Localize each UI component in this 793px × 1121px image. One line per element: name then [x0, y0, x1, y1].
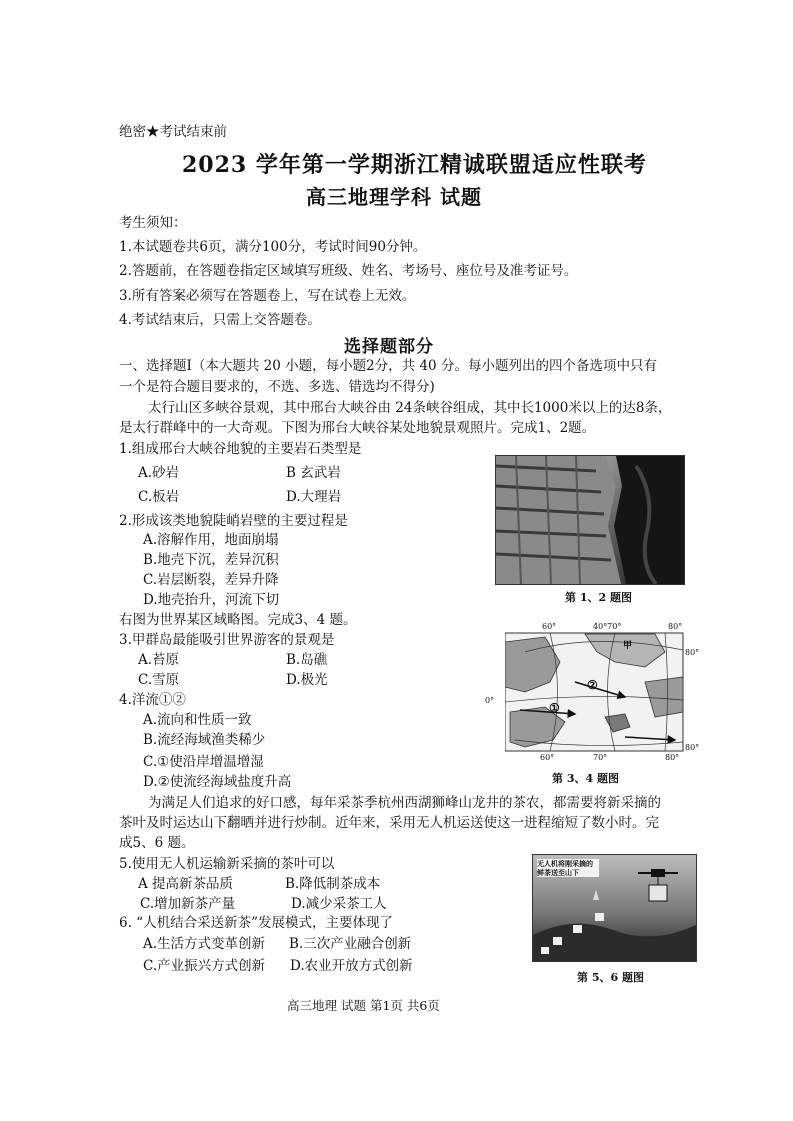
map-lon-label: 60°: [542, 622, 557, 631]
passage-line: 右图为世界某区域略图。完成3、4 题。: [119, 612, 357, 628]
figure-caption: 第 3、4 题图: [552, 772, 619, 785]
map-lon-label: 70°: [593, 753, 608, 762]
passage-line: 是太行群峰中的一大奇观。下图为邢台大峡谷某处地貌景观照片。完成1、2题。: [119, 420, 596, 436]
option: A.苔原: [138, 652, 180, 668]
option: C.岩层断裂，差异升降: [143, 572, 279, 588]
map-lon-label: 80°: [668, 622, 683, 631]
region-map: [485, 622, 705, 762]
instruction-line: 一个是符合题目要求的，不选、多选、错选均不得分): [119, 379, 435, 395]
exam-title: 2023 学年第一学期浙江精诚联盟适应性联考: [182, 152, 647, 178]
question-stem: 5.使用无人机运输新采摘的茶叶可以: [119, 856, 335, 872]
photo-banner: 无人机将刚采摘的鲜茶送至山下: [537, 859, 599, 877]
option: A.生活方式变革创新: [143, 936, 266, 952]
option: C.板岩: [138, 489, 180, 505]
option: B.降低制茶成本: [285, 876, 381, 892]
notice-item: 1.本试题卷共6页，满分100分，考试时间90分钟。: [119, 239, 427, 255]
page-footer: 高三地理 试题 第1页 共6页: [287, 998, 440, 1013]
question-stem: 2.形成该类地貌陡峭岩壁的主要过程是: [119, 513, 348, 529]
island-mark-jia: 甲: [623, 641, 633, 651]
drone-photo: [532, 854, 697, 962]
option: C.产业振兴方式创新: [143, 958, 266, 974]
map-lat-label: 0°: [485, 696, 495, 705]
secret-label: 绝密★考试结束前: [119, 124, 227, 140]
question-stem: 6. “人机结合采送新茶”发展模式，主要体现了: [119, 915, 393, 931]
option: D.农业开放方式创新: [290, 958, 413, 974]
option: C.①使沿岸增温增湿: [143, 754, 264, 770]
option: A 提高新茶品质: [138, 876, 234, 892]
map-lon-label: 80°: [665, 753, 680, 762]
option: C.雪原: [138, 672, 180, 688]
question-stem: 1.组成邢台大峡谷地貌的主要岩石类型是: [119, 441, 362, 457]
option: B.地壳下沉，差异沉积: [143, 552, 279, 568]
option: C.增加新茶产量: [140, 896, 236, 912]
option: B 玄武岩: [286, 465, 341, 481]
current-mark-2: ②: [587, 678, 598, 692]
option: A.溶解作用，地面崩塌: [143, 532, 279, 548]
option: A.砂岩: [138, 465, 180, 481]
passage-line: 茶叶及时运达山下翻晒并进行炒制。近年来，采用无人机运送使这一进程缩短了数小时。完: [119, 815, 659, 831]
figure-caption: 第 5、6 题图: [577, 971, 644, 984]
option: D.减少采茶工人: [291, 896, 387, 912]
notice-heading: 考生须知：: [119, 215, 187, 231]
map-lon-label: 40°70°: [593, 622, 622, 631]
option: D.极光: [286, 672, 328, 688]
instruction-line: 一、选择题Ⅰ（本大题共 20 小题，每小题2分，共 40 分。每小题列出的四个备选项中只有: [119, 358, 657, 374]
notice-item: 2.答题前，在答题卷指定区域填写班级、姓名、考场号、座位号及准考证号。: [119, 263, 578, 279]
option: B.三次产业融合创新: [289, 936, 412, 952]
figure-caption: 第 1、2 题图: [565, 591, 632, 604]
map-lat-label: 80°: [685, 648, 700, 657]
question-stem: 4.洋流①②: [119, 692, 186, 708]
passage-line: 成5、6 题。: [119, 835, 195, 851]
map-lat-label: 80°: [685, 743, 700, 752]
current-mark-1: ①: [549, 701, 560, 715]
map-lon-label: 60°: [540, 753, 555, 762]
option: A.流向和性质一致: [143, 712, 252, 728]
question-stem: 3.甲群岛最能吸引世界游客的景观是: [119, 632, 335, 648]
passage-line: 为满足人们追求的好口感，每年采茶季杭州西湖狮峰山龙井的茶农，都需要将新采摘的: [148, 795, 661, 811]
option: D.②使流经海域盐度升高: [143, 774, 292, 790]
option: D.大理岩: [286, 489, 342, 505]
option: B.流经海域渔类稀少: [143, 732, 266, 748]
section-title: 选择题部分: [344, 337, 434, 357]
notice-item: 3.所有答案必须写在答题卷上，写在试卷上无效。: [119, 288, 416, 304]
notice-item: 4.考试结束后，只需上交答题卷。: [119, 312, 321, 328]
option: D.地壳抬升，河流下切: [143, 592, 280, 608]
option: B.岛礁: [286, 652, 328, 668]
exam-subtitle: 高三地理学科 试题: [306, 185, 482, 209]
canyon-photo: [495, 455, 685, 585]
passage-line: 太行山区多峡谷景观，其中邢台大峡谷由 24条峡谷组成，其中长1000米以上的达8条，: [148, 400, 672, 416]
